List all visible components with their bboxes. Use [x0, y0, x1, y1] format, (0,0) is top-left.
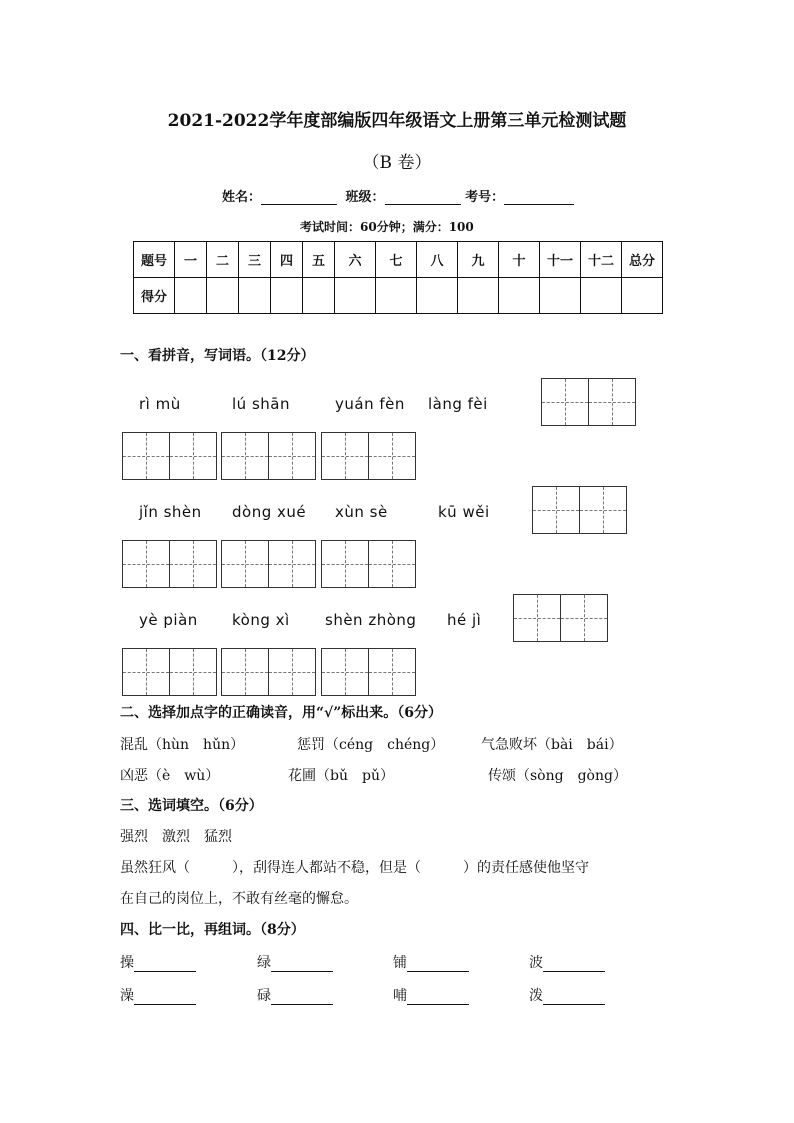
- score-header-cell: 三: [239, 242, 271, 278]
- section2-heading: 二、选择加点字的正确读音，用“√”标出来。（6分）: [120, 705, 443, 721]
- score-header-cell: 八: [417, 242, 458, 278]
- pinyin-11: shèn zhòng: [325, 611, 417, 629]
- writing-grid[interactable]: [122, 540, 217, 588]
- reading-choice[interactable]: 气急败坏（bài bái）: [481, 737, 623, 753]
- name-blank[interactable]: [261, 190, 337, 205]
- fill-sentence-line1[interactable]: 虽然狂风（ ），刮得连人都站不稳，但是（ ）的责任感使他坚守: [120, 860, 589, 876]
- pinyin-3: yuán fèn: [335, 395, 405, 413]
- student-info-line: [222, 186, 574, 205]
- fill-sentence-line2: 在自己的岗位上，不敢有丝毫的懈怠。: [120, 891, 358, 907]
- compare-item: [120, 952, 196, 972]
- score-cell[interactable]: [417, 278, 458, 314]
- compare-item: [393, 952, 469, 972]
- score-cell[interactable]: [335, 278, 376, 314]
- compare-char: 操: [120, 955, 134, 971]
- score-header-cell: 十: [499, 242, 540, 278]
- compare-char: 哺: [393, 988, 407, 1004]
- id-label: 考号：: [465, 190, 505, 205]
- score-table-header-row: [134, 242, 663, 278]
- pinyin-7: xùn sè: [335, 503, 388, 521]
- section3-heading: 三、选词填空。（6分）: [120, 798, 263, 814]
- writing-grid[interactable]: [541, 378, 636, 426]
- pinyin-8: kū wěi: [438, 503, 490, 521]
- score-cell[interactable]: [458, 278, 499, 314]
- compare-char: 碌: [257, 988, 271, 1004]
- score-cell[interactable]: [303, 278, 335, 314]
- answer-blank[interactable]: [543, 990, 605, 1005]
- score-cell[interactable]: [376, 278, 417, 314]
- compare-char: 波: [529, 955, 543, 971]
- score-cell[interactable]: [581, 278, 622, 314]
- score-header-cell: 四: [271, 242, 303, 278]
- section4-heading: 四、比一比，再组词。（8分）: [120, 922, 305, 938]
- compare-item: [257, 952, 333, 972]
- compare-char: 绿: [257, 955, 271, 971]
- score-cell[interactable]: [175, 278, 207, 314]
- pinyin-5: jǐn shèn: [139, 503, 202, 521]
- reading-choice[interactable]: 混乱（hùn hǔn）: [120, 737, 245, 753]
- compare-char: 澡: [120, 988, 134, 1004]
- compare-item: [393, 985, 469, 1005]
- writing-grid[interactable]: [513, 594, 608, 642]
- pinyin-6: dòng xué: [232, 503, 307, 521]
- compare-char: 泼: [529, 988, 543, 1004]
- writing-grid[interactable]: [532, 486, 627, 534]
- score-header-cell: 九: [458, 242, 499, 278]
- compare-item: [529, 952, 605, 972]
- answer-blank[interactable]: [134, 957, 196, 972]
- writing-grid[interactable]: [221, 540, 316, 588]
- score-cell[interactable]: [271, 278, 303, 314]
- compare-item: [120, 985, 196, 1005]
- writing-grid[interactable]: [122, 648, 217, 696]
- score-header-cell: 七: [376, 242, 417, 278]
- score-cell[interactable]: [622, 278, 663, 314]
- answer-blank[interactable]: [271, 957, 333, 972]
- score-header-cell: 一: [175, 242, 207, 278]
- pinyin-1: rì mù: [139, 395, 181, 413]
- pinyin-10: kòng xì: [232, 611, 290, 629]
- score-header-cell: 二: [207, 242, 239, 278]
- word-options: 强烈 激烈 猛烈: [120, 829, 232, 845]
- answer-blank[interactable]: [407, 990, 469, 1005]
- writing-grid[interactable]: [321, 540, 416, 588]
- pinyin-9: yè piàn: [139, 611, 198, 629]
- answer-blank[interactable]: [543, 957, 605, 972]
- writing-grid[interactable]: [321, 432, 416, 480]
- answer-blank[interactable]: [134, 990, 196, 1005]
- writing-grid[interactable]: [221, 432, 316, 480]
- compare-item: [257, 985, 333, 1005]
- reading-choice[interactable]: 凶恶（è wù）: [120, 768, 220, 784]
- reading-choice[interactable]: 花圃（bǔ pǔ）: [288, 768, 394, 784]
- score-header-cell: 六: [335, 242, 376, 278]
- class-blank[interactable]: [385, 190, 461, 205]
- answer-blank[interactable]: [407, 957, 469, 972]
- class-label: 班级：: [345, 190, 385, 205]
- score-header-cell: 十二: [581, 242, 622, 278]
- compare-item: [529, 985, 605, 1005]
- section1-heading: 一、看拼音，写词语。（12分）: [120, 348, 315, 364]
- id-blank[interactable]: [504, 190, 574, 205]
- name-label: 姓名：: [222, 190, 262, 205]
- score-cell[interactable]: [540, 278, 581, 314]
- score-table: [133, 241, 663, 314]
- score-table-score-row: [134, 278, 663, 314]
- reading-choice[interactable]: 传颂（sòng gòng）: [488, 768, 627, 784]
- score-cell[interactable]: [239, 278, 271, 314]
- score-header-cell: 题号: [134, 242, 175, 278]
- answer-blank[interactable]: [271, 990, 333, 1005]
- page-subtitle: （B 卷）: [362, 153, 432, 173]
- writing-grid[interactable]: [122, 432, 217, 480]
- score-header-cell: 总分: [622, 242, 663, 278]
- reading-choice[interactable]: 惩罚（céng chéng）: [297, 737, 445, 753]
- pinyin-12: hé jì: [447, 611, 482, 629]
- exam-time-line: 考试时间：60分钟；满分：100: [300, 220, 474, 234]
- writing-grid[interactable]: [321, 648, 416, 696]
- compare-char: 铺: [393, 955, 407, 971]
- page-title: 2021-2022学年度部编版四年级语文上册第三单元检测试题: [167, 111, 627, 131]
- pinyin-4: làng fèi: [428, 395, 488, 413]
- writing-grid[interactable]: [221, 648, 316, 696]
- score-header-cell: 五: [303, 242, 335, 278]
- score-row-label: 得分: [134, 278, 175, 314]
- score-header-cell: 十一: [540, 242, 581, 278]
- score-cell[interactable]: [499, 278, 540, 314]
- score-cell[interactable]: [207, 278, 239, 314]
- pinyin-2: lú shān: [232, 395, 290, 413]
